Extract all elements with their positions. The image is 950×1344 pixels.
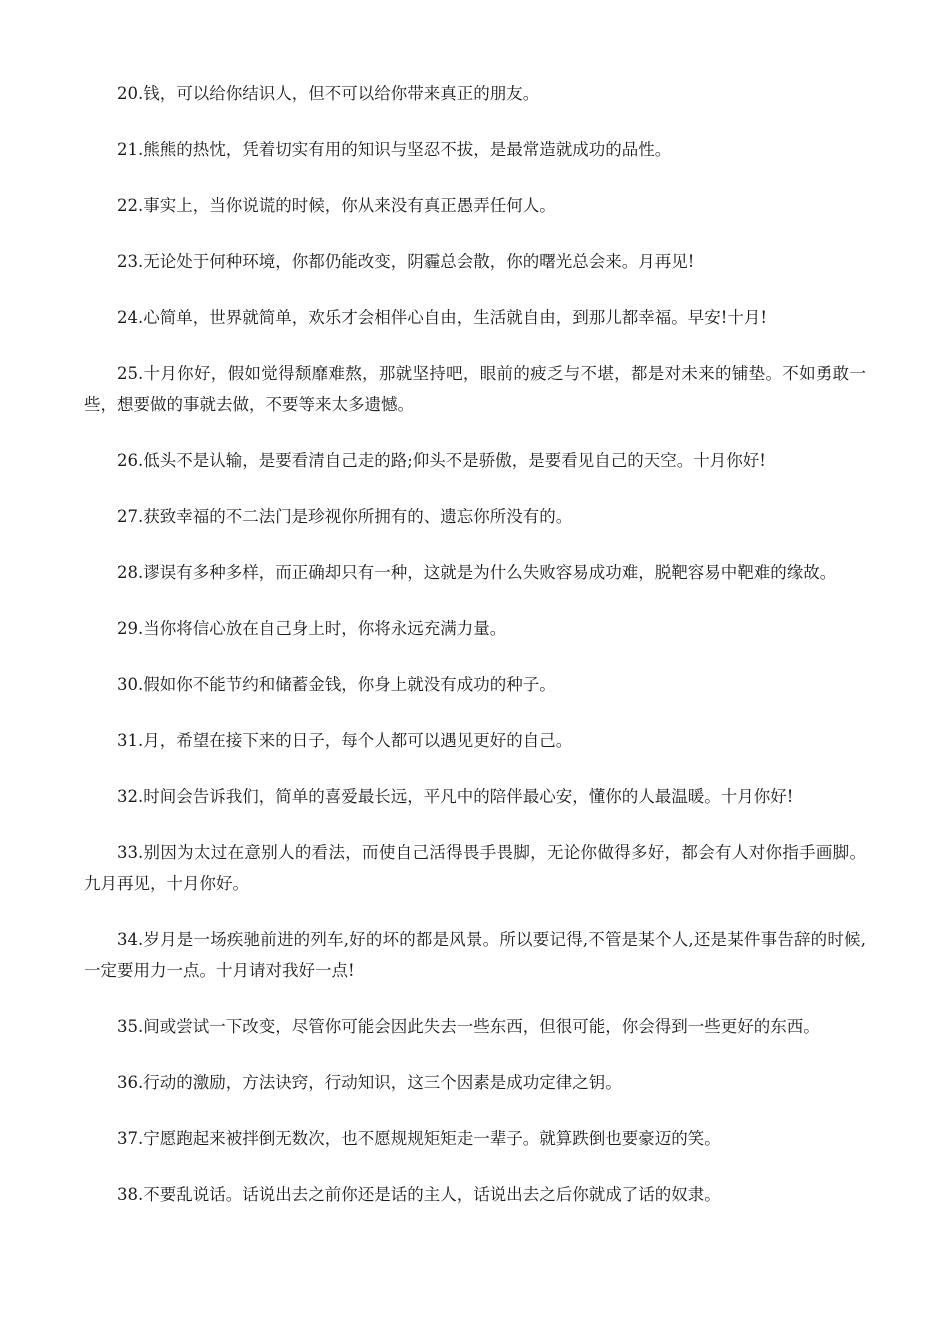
paragraph-24: 24.心简单，世界就简单，欢乐才会相伴心自由，生活就自由，到那儿都幸福。早安!十月! bbox=[117, 308, 768, 327]
paragraph-27: 27.获致幸福的不二法门是珍视你所拥有的、遗忘你所没有的。 bbox=[117, 507, 573, 526]
paragraph-34: 34.岁月是一场疾驰前进的列车,好的坏的都是风景。所以要记得,不管是某个人,还是某件事告辞的时候,一定要用力一点。十月请对我好一点! bbox=[84, 930, 866, 980]
paragraph-29: 29.当你将信心放在自己身上时，你将永远充满力量。 bbox=[117, 619, 507, 638]
paragraph-21: 21.熊熊的热忱，凭着切实有用的知识与坚忍不拔，是最常造就成功的品性。 bbox=[117, 140, 672, 159]
paragraph-26: 26.低头不是认输，是要看清自己走的路;仰头不是骄傲，是要看见自己的天空。十月你好! bbox=[117, 451, 766, 470]
paragraph-23: 23.无论处于何种环境，你都仍能改变，阴霾总会散，你的曙光总会来。月再见! bbox=[117, 252, 695, 271]
paragraph-31: 31.月，希望在接下来的日子，每个人都可以遇见更好的自己。 bbox=[117, 731, 573, 750]
paragraph-22: 22.事实上，当你说谎的时候，你从来没有真正愚弄任何人。 bbox=[117, 196, 556, 215]
paragraph-38: 38.不要乱说话。话说出去之前你还是话的主人，话说出去之后你就成了话的奴隶。 bbox=[117, 1185, 721, 1204]
paragraph-25: 25.十月你好，假如觉得颓靡难熬，那就坚持吧，眼前的疲乏与不堪，都是对未来的铺垫。不如勇敢一些，想要做的事就去做，不要等来太多遗憾。 bbox=[84, 364, 866, 414]
paragraph-35: 35.间或尝试一下改变，尽管你可能会因此失去一些东西，但很可能，你会得到一些更好的东西。 bbox=[117, 1017, 820, 1036]
paragraph-32: 32.时间会告诉我们，简单的喜爱最长远，平凡中的陪伴最心安，懂你的人最温暖。十月你好! bbox=[117, 787, 794, 806]
paragraph-28: 28.谬误有多种多样，而正确却只有一种，这就是为什么失败容易成功难，脱靶容易中靶难的缘故。 bbox=[117, 563, 837, 582]
paragraph-36: 36.行动的激励，方法诀窍，行动知识，这三个因素是成功定律之钥。 bbox=[117, 1073, 622, 1092]
paragraph-20: 20.钱，可以给你结识人，但不可以给你带来真正的朋友。 bbox=[117, 84, 540, 103]
paragraph-33: 33.别因为太过在意别人的看法，而使自己活得畏手畏脚，无论你做得多好，都会有人对你指手画脚。九月再见，十月你好。 bbox=[84, 843, 866, 893]
paragraph-30: 30.假如你不能节约和储蓄金钱，你身上就没有成功的种子。 bbox=[117, 675, 556, 694]
paragraph-37: 37.宁愿跑起来被拌倒无数次，也不愿规规矩矩走一辈子。就算跌倒也要豪迈的笑。 bbox=[117, 1129, 721, 1148]
